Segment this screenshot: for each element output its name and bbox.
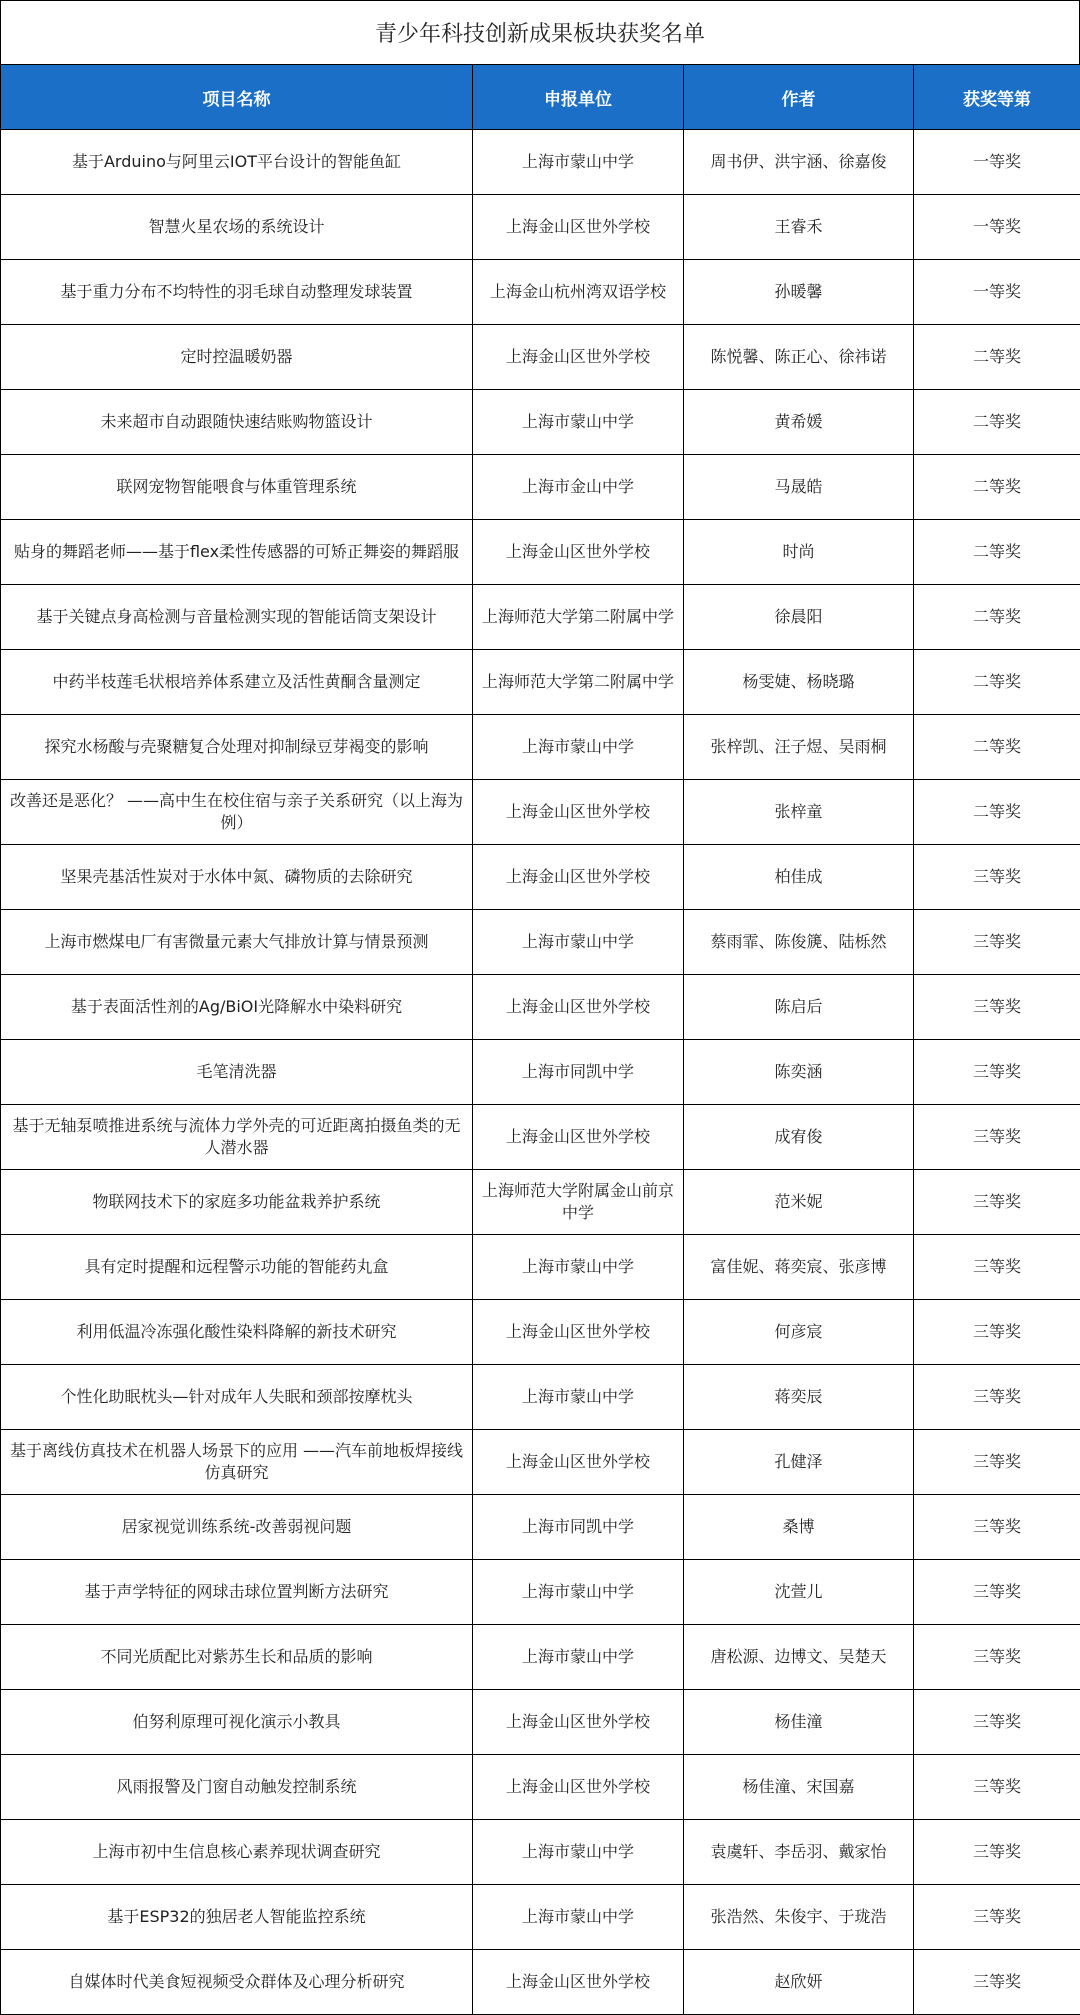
cell-project-name: 基于离线仿真技术在机器人场景下的应用 ——汽车前地板焊接线仿真研究 xyxy=(1,1430,473,1495)
cell-author: 杨佳潼 xyxy=(684,1690,914,1755)
table-row xyxy=(1,455,1080,520)
cell-author: 何彦宸 xyxy=(684,1300,914,1365)
table-row xyxy=(1,1040,1080,1105)
cell-project-name: 风雨报警及门窗自动触发控制系统 xyxy=(1,1755,473,1820)
cell-award-level: 三等奖 xyxy=(914,1235,1080,1300)
cell-applying-unit: 上海金山区世外学校 xyxy=(473,1755,684,1820)
cell-award-level: 三等奖 xyxy=(914,1430,1080,1495)
header-row xyxy=(1,65,1080,130)
cell-author: 柏佳成 xyxy=(684,845,914,910)
table-row xyxy=(1,1950,1080,2015)
cell-award-level: 三等奖 xyxy=(914,1950,1080,2015)
cell-project-name: 基于Arduino与阿里云IOT平台设计的智能鱼缸 xyxy=(1,130,473,195)
cell-author: 时尚 xyxy=(684,520,914,585)
cell-project-name: 物联网技术下的家庭多功能盆栽养护系统 xyxy=(1,1170,473,1235)
header-award-level: 获奖等第 xyxy=(914,65,1080,130)
table-row xyxy=(1,1560,1080,1625)
cell-applying-unit: 上海师范大学第二附属中学 xyxy=(473,585,684,650)
cell-author: 徐晨阳 xyxy=(684,585,914,650)
cell-project-name: 贴身的舞蹈老师——基于flex柔性传感器的可矫正舞姿的舞蹈服 xyxy=(1,520,473,585)
table-row xyxy=(1,1430,1080,1495)
cell-project-name: 伯努利原理可视化演示小教具 xyxy=(1,1690,473,1755)
table-row xyxy=(1,390,1080,455)
header-project-name: 项目名称 xyxy=(1,65,473,130)
cell-author: 唐松源、边博文、吴楚天 xyxy=(684,1625,914,1690)
cell-applying-unit: 上海市蒙山中学 xyxy=(473,910,684,975)
cell-project-name: 不同光质配比对紫苏生长和品质的影响 xyxy=(1,1625,473,1690)
table-row xyxy=(1,1625,1080,1690)
cell-award-level: 三等奖 xyxy=(914,1820,1080,1885)
cell-award-level: 三等奖 xyxy=(914,1105,1080,1170)
table-row xyxy=(1,975,1080,1040)
cell-project-name: 自媒体时代美食短视频受众群体及心理分析研究 xyxy=(1,1950,473,2015)
cell-author: 孔健泽 xyxy=(684,1430,914,1495)
cell-award-level: 三等奖 xyxy=(914,1170,1080,1235)
cell-author: 桑博 xyxy=(684,1495,914,1560)
cell-award-level: 三等奖 xyxy=(914,1560,1080,1625)
cell-project-name: 中药半枝莲毛状根培养体系建立及活性黄酮含量测定 xyxy=(1,650,473,715)
cell-applying-unit: 上海市蒙山中学 xyxy=(473,1560,684,1625)
cell-applying-unit: 上海市蒙山中学 xyxy=(473,715,684,780)
cell-award-level: 三等奖 xyxy=(914,1885,1080,1950)
cell-applying-unit: 上海市蒙山中学 xyxy=(473,1820,684,1885)
header-author: 作者 xyxy=(684,65,914,130)
table-header xyxy=(1,65,1080,130)
cell-author: 马晟皓 xyxy=(684,455,914,520)
cell-author: 张浩然、朱俊宇、于珑浩 xyxy=(684,1885,914,1950)
table-body xyxy=(1,130,1080,2015)
cell-project-name: 探究水杨酸与壳聚糖复合处理对抑制绿豆芽褐变的影响 xyxy=(1,715,473,780)
cell-applying-unit: 上海市蒙山中学 xyxy=(473,1885,684,1950)
cell-author: 张梓童 xyxy=(684,780,914,845)
table-row xyxy=(1,715,1080,780)
cell-award-level: 二等奖 xyxy=(914,715,1080,780)
cell-award-level: 二等奖 xyxy=(914,390,1080,455)
cell-author: 陈启后 xyxy=(684,975,914,1040)
cell-applying-unit: 上海师范大学附属金山前京中学 xyxy=(473,1170,684,1235)
cell-award-level: 三等奖 xyxy=(914,1495,1080,1560)
table-row xyxy=(1,845,1080,910)
cell-project-name: 基于声学特征的网球击球位置判断方法研究 xyxy=(1,1560,473,1625)
cell-award-level: 三等奖 xyxy=(914,845,1080,910)
cell-applying-unit: 上海金山区世外学校 xyxy=(473,1105,684,1170)
cell-author: 蔡雨霏、陈俊篪、陆栎然 xyxy=(684,910,914,975)
page-title: 青少年科技创新成果板块获奖名单 xyxy=(0,0,1080,64)
cell-project-name: 毛笔清洗器 xyxy=(1,1040,473,1105)
table-row xyxy=(1,130,1080,195)
cell-author: 袁虞轩、李岳羽、戴家怡 xyxy=(684,1820,914,1885)
cell-project-name: 智慧火星农场的系统设计 xyxy=(1,195,473,260)
cell-applying-unit: 上海市金山中学 xyxy=(473,455,684,520)
cell-project-name: 居家视觉训练系统-改善弱视问题 xyxy=(1,1495,473,1560)
cell-award-level: 二等奖 xyxy=(914,650,1080,715)
cell-author: 范米妮 xyxy=(684,1170,914,1235)
table-row xyxy=(1,1820,1080,1885)
header-applying-unit: 申报单位 xyxy=(473,65,684,130)
cell-applying-unit: 上海金山区世外学校 xyxy=(473,1300,684,1365)
cell-award-level: 三等奖 xyxy=(914,1755,1080,1820)
table-row xyxy=(1,1495,1080,1560)
table-row xyxy=(1,1365,1080,1430)
cell-applying-unit: 上海金山区世外学校 xyxy=(473,520,684,585)
cell-author: 周书伊、洪宇涵、徐嘉俊 xyxy=(684,130,914,195)
cell-award-level: 三等奖 xyxy=(914,1625,1080,1690)
table-row xyxy=(1,585,1080,650)
cell-project-name: 具有定时提醒和远程警示功能的智能药丸盒 xyxy=(1,1235,473,1300)
cell-project-name: 未来超市自动跟随快速结账购物篮设计 xyxy=(1,390,473,455)
cell-award-level: 三等奖 xyxy=(914,1690,1080,1755)
cell-applying-unit: 上海市蒙山中学 xyxy=(473,1365,684,1430)
table-row xyxy=(1,1170,1080,1235)
cell-author: 黄希媛 xyxy=(684,390,914,455)
cell-author: 赵欣妍 xyxy=(684,1950,914,2015)
cell-author: 陈悦馨、陈正心、徐祎诺 xyxy=(684,325,914,390)
cell-applying-unit: 上海市蒙山中学 xyxy=(473,1235,684,1300)
cell-project-name: 利用低温冷冻强化酸性染料降解的新技术研究 xyxy=(1,1300,473,1365)
cell-applying-unit: 上海市蒙山中学 xyxy=(473,390,684,455)
cell-applying-unit: 上海金山区世外学校 xyxy=(473,1690,684,1755)
table-row xyxy=(1,910,1080,975)
cell-award-level: 二等奖 xyxy=(914,585,1080,650)
cell-applying-unit: 上海金山区世外学校 xyxy=(473,325,684,390)
cell-award-level: 二等奖 xyxy=(914,455,1080,520)
cell-project-name: 基于表面活性剂的Ag/BiOI光降解水中染料研究 xyxy=(1,975,473,1040)
cell-award-level: 二等奖 xyxy=(914,780,1080,845)
cell-applying-unit: 上海金山区世外学校 xyxy=(473,1430,684,1495)
cell-award-level: 三等奖 xyxy=(914,975,1080,1040)
cell-award-level: 三等奖 xyxy=(914,1365,1080,1430)
table-row xyxy=(1,520,1080,585)
table-row xyxy=(1,650,1080,715)
table-row xyxy=(1,195,1080,260)
cell-applying-unit: 上海金山区世外学校 xyxy=(473,845,684,910)
cell-author: 杨佳潼、宋国嘉 xyxy=(684,1755,914,1820)
cell-project-name: 改善还是恶化？ ——高中生在校住宿与亲子关系研究（以上海为例） xyxy=(1,780,473,845)
table-row xyxy=(1,1690,1080,1755)
cell-applying-unit: 上海金山区世外学校 xyxy=(473,195,684,260)
cell-project-name: 基于关键点身高检测与音量检测实现的智能话筒支架设计 xyxy=(1,585,473,650)
cell-author: 陈奕涵 xyxy=(684,1040,914,1105)
cell-award-level: 二等奖 xyxy=(914,520,1080,585)
cell-author: 杨雯婕、杨晓璐 xyxy=(684,650,914,715)
cell-applying-unit: 上海市蒙山中学 xyxy=(473,130,684,195)
cell-applying-unit: 上海市同凯中学 xyxy=(473,1495,684,1560)
table-row xyxy=(1,1885,1080,1950)
cell-project-name: 联网宠物智能喂食与体重管理系统 xyxy=(1,455,473,520)
cell-award-level: 三等奖 xyxy=(914,910,1080,975)
cell-applying-unit: 上海师范大学第二附属中学 xyxy=(473,650,684,715)
cell-author: 王睿禾 xyxy=(684,195,914,260)
award-table xyxy=(0,64,1080,2015)
cell-project-name: 基于无轴泵喷推进系统与流体力学外壳的可近距离拍摄鱼类的无人潜水器 xyxy=(1,1105,473,1170)
cell-award-level: 一等奖 xyxy=(914,260,1080,325)
cell-applying-unit: 上海金山区世外学校 xyxy=(473,780,684,845)
cell-award-level: 一等奖 xyxy=(914,195,1080,260)
cell-applying-unit: 上海市蒙山中学 xyxy=(473,1625,684,1690)
cell-applying-unit: 上海金山区世外学校 xyxy=(473,1950,684,2015)
cell-project-name: 上海市燃煤电厂有害微量元素大气排放计算与情景预测 xyxy=(1,910,473,975)
cell-author: 孙暖馨 xyxy=(684,260,914,325)
table-row xyxy=(1,1105,1080,1170)
cell-award-level: 二等奖 xyxy=(914,325,1080,390)
table-row xyxy=(1,1755,1080,1820)
table-row xyxy=(1,1235,1080,1300)
cell-award-level: 三等奖 xyxy=(914,1300,1080,1365)
table-row xyxy=(1,780,1080,845)
cell-project-name: 定时控温暖奶器 xyxy=(1,325,473,390)
table-row xyxy=(1,260,1080,325)
table-row xyxy=(1,1300,1080,1365)
cell-author: 沈萱儿 xyxy=(684,1560,914,1625)
cell-applying-unit: 上海市同凯中学 xyxy=(473,1040,684,1105)
cell-author: 张梓凯、汪子煜、吴雨桐 xyxy=(684,715,914,780)
cell-applying-unit: 上海金山杭州湾双语学校 xyxy=(473,260,684,325)
cell-award-level: 三等奖 xyxy=(914,1040,1080,1105)
cell-project-name: 坚果壳基活性炭对于水体中氮、磷物质的去除研究 xyxy=(1,845,473,910)
cell-applying-unit: 上海金山区世外学校 xyxy=(473,975,684,1040)
cell-project-name: 个性化助眠枕头—针对成年人失眠和颈部按摩枕头 xyxy=(1,1365,473,1430)
cell-author: 富佳妮、蒋奕宸、张彦博 xyxy=(684,1235,914,1300)
table-row xyxy=(1,325,1080,390)
cell-project-name: 基于重力分布不均特性的羽毛球自动整理发球装置 xyxy=(1,260,473,325)
cell-project-name: 基于ESP32的独居老人智能监控系统 xyxy=(1,1885,473,1950)
cell-author: 成宥俊 xyxy=(684,1105,914,1170)
cell-award-level: 一等奖 xyxy=(914,130,1080,195)
cell-project-name: 上海市初中生信息核心素养现状调查研究 xyxy=(1,1820,473,1885)
cell-author: 蒋奕辰 xyxy=(684,1365,914,1430)
